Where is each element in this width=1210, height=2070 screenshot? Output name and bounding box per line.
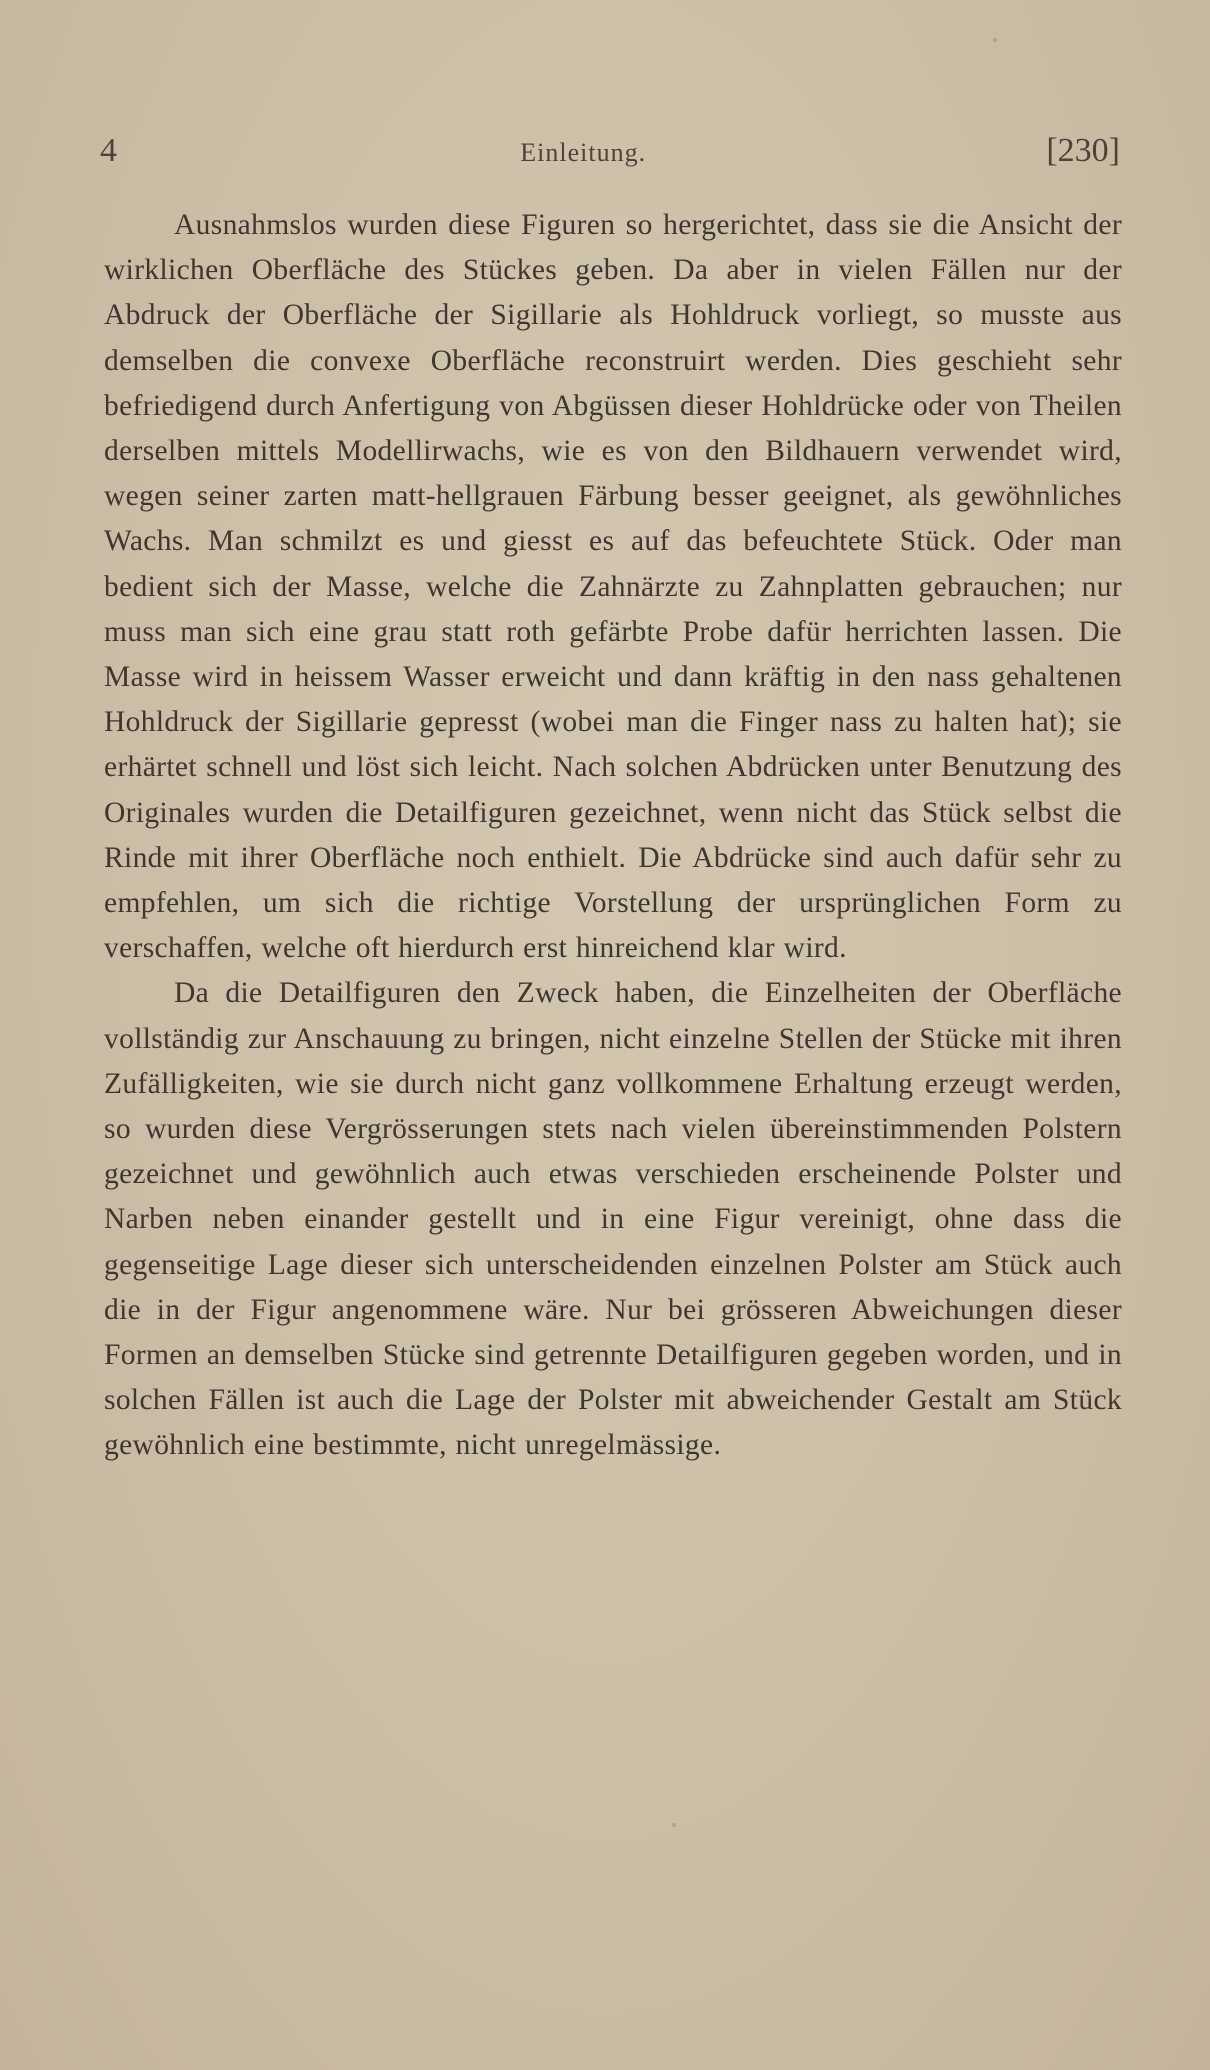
running-head xyxy=(100,132,1120,182)
paper-speck xyxy=(672,1823,676,1827)
running-title: Einleitung. xyxy=(520,138,647,167)
paragraph-1: Ausnahmslos wurden diese Figuren so hergerichtet, dass sie die Ansicht der wirklichen Oberfläche des Stückes geben. Da aber in vielen Fällen nur der Abdruck der Oberfläche der Sigillarie als Hohldruck vorliegt, so musste aus demselben die convexe Oberfläche reconstruirt werden. Dies geschieht sehr befriedigend durch Anfertigung von Abgüssen dieser Hohldrücke oder von Theilen derselben mittels Modellirwachs, wie es von den Bildhauern verwendet wird, wegen seiner zarten matt-hellgrauen Färbung besser geeignet, als gewöhnliches Wachs. Man schmilzt es und giesst es auf das befeuchtete Stück. Oder man bedient sich der Masse, welche die Zahnärzte zu Zahnplatten gebrauchen; nur muss man sich eine grau statt roth gefärbte Probe dafür herrichten lassen. Die Masse wird in heissem Wasser erweicht und dann kräftig in den nass gehaltenen Hohldruck der Sigillarie gepresst (wobei man die Finger nass zu halten hat); sie erhärtet schnell und löst sich leicht. Nach solchen Abdrücken unter Benutzung des Originales wurden die Detailfiguren gezeichnet, wenn nicht das Stück selbst die Rinde mit ihrer Oberfläche noch enthielt. Die Abdrücke sind auch dafür sehr zu empfehlen, um sich die richtige Vorstellung der ursprünglichen Form zu verschaffen, welche oft hierdurch erst hinreichend klar wird. xyxy=(104,209,1122,965)
original-page-number: [230] xyxy=(1046,132,1120,169)
paragraph-2: Da die Detailfiguren den Zweck haben, die Einzelheiten der Oberfläche vollständig zur Anschauung zu bringen, nicht einzelne Stellen der Stücke mit ihren Zufälligkeiten, wie sie durch nicht ganz vollkommene Erhaltung erzeugt werden, so wurden diese Vergrösserungen stets nach vielen übereinstimmenden Polstern gezeichnet und gewöhnlich auch etwas verschieden erscheinende Polster und Narben neben einander gestellt und in eine Figur vereinigt, ohne dass die gegenseitige Lage dieser sich unterscheidenden einzelnen Polster am Stück auch die in der Figur angenommene wäre. Nur bei grösseren Abweichungen dieser Formen an demselben Stücke sind getrennte Detailfiguren gegeben worden, und in solchen Fällen ist auch die Lage der Polster mit abweichender Gestalt am Stück gewöhnlich eine bestimmte, nicht unregelmässige. xyxy=(104,977,1122,1462)
page-number: 4 xyxy=(100,132,117,169)
paper-speck xyxy=(993,38,997,42)
body-text xyxy=(104,203,1122,1469)
